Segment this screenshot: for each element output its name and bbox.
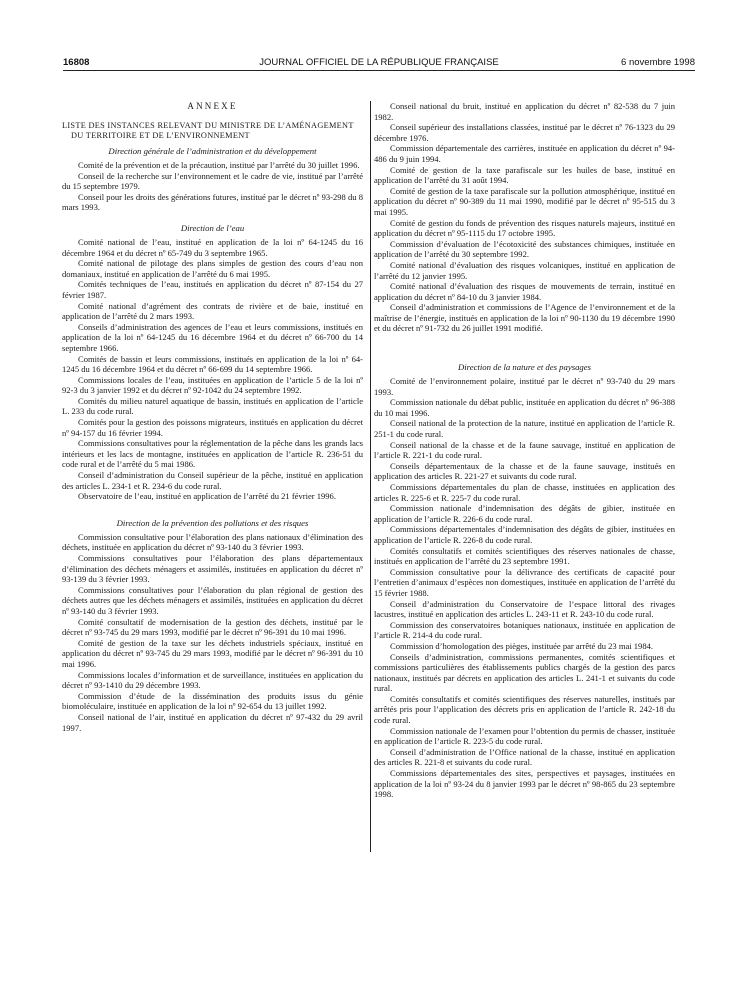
list-item: Observatoire de l’eau, institué en application de l’arrêté du 21 février 1996. (78, 491, 336, 502)
list-item: Conseil pour les droits des générations futures, institué par le décret nº 93-298 du 8 mars 1993. (62, 191, 363, 213)
list-item: Comité national d’agrément des contrats de rivière et de baie, institué en application de l’arrêté du 2 mars 1993. (62, 300, 363, 322)
section-heading: Direction de l’eau (180, 222, 245, 233)
page-number: 16808 (63, 57, 90, 68)
list-item: Commissions locales d’information et de surveillance, instituées en application du décret nº 93-1410 du 29 décembre 1993. (62, 669, 363, 691)
list-title: LISTE DES INSTANCES RELEVANT DU MINISTRE DE L’AMÉNAGEMENT DU TERRITOIRE ET DE L’ENVIRONNEMENT (62, 120, 354, 140)
list-item: Comités du milieu naturel aquatique de bassin, institués en application de l’article L. 233 du code rural. (62, 395, 363, 417)
list-item: Comité de gestion de la taxe parafiscale sur les huiles de base, institué en application de l’arrêté du 31 août 1994. (374, 164, 675, 186)
section-heading: Direction générale de l’administration et du développement (108, 146, 317, 156)
list-item: Commissions départementales du plan de chasse, instituées en application des articles R. 225-6 et R. 225-7 du code rural. (374, 482, 675, 503)
list-item: Commission des conservatoires botaniques nationaux, instituée en application de l’article R. 214-4 du code rural. (374, 619, 675, 641)
list-item: Commission départementale des carrières, instituée en application du décret nº 94-486 du 9 juin 1994. (374, 143, 675, 164)
list-item: Conseil d’administration de l’Office national de la chasse, institué en application des articles R. 221-8 et suivants du code rural. (374, 746, 675, 768)
list-item: Conseil de la recherche sur l’environnement et le cadre de vie, institué par l’arrêté du 15 septembre 1979. (62, 170, 363, 192)
list-item: Commissions consultatives pour l’élaboration des plans départementaux d’élimination des déchets ménagers et assimilés, instituées en application du décret nº 93-139 du 3 février 1993. (62, 553, 363, 585)
list-item: Comité consultatif de modernisation de la gestion des déchets, institué par le décret nº 93-745 du 29 mars 1993, modifié par le décret nº 96-391 du 10 mai 1996. (62, 616, 363, 638)
list-item: Comité de gestion de la taxe sur les déchets industriels spéciaux, institué en application du décret nº 93-745 du 29 mars 1993, modifié par le décret nº 96-391 du 10 mai 1996. (62, 637, 363, 669)
list-item: Commissions départementales des sites, perspectives et paysages, instituées en application de la loi nº 93-24 du 8 janvier 1993 par le décret nº 98-865 du 23 septembre 1998. (374, 768, 675, 800)
list-item: Conseils d’administration, commissions permanentes, comités scientifiques et commissions particulières des établissements publics chargés de la gestion des parcs nationaux, institués par décrets en application des articles L. 241-1 et suivants du code rural. (374, 651, 675, 694)
list-item: Conseil national de la chasse et de la faune sauvage, institué en application de l’article R. 221-1 du code rural. (374, 439, 675, 461)
list-item: Conseils départementaux de la chasse et de la faune sauvage, institués en application des articles R. 221-27 et suivants du code rural. (374, 460, 675, 482)
list-item: Conseil supérieur des installations classées, institué par le décret nº 76-1323 du 29 décembre 1976. (374, 122, 675, 143)
list-item: Commissions locales de l’eau, instituées en application de l’article 5 de la loi nº 92-3 du 3 janvier 1992 et du décret nº 92-1042 du 24 septembre 1992. (62, 374, 363, 396)
list-item: Conseil national du bruit, institué en application du décret nº 82-538 du 7 juin 1982. (374, 101, 675, 122)
list-item: Commission nationale du débat public, instituée en application du décret nº 96-388 du 10 mai 1996. (374, 397, 675, 418)
list-item: Conseil d’administration du Conseil supérieur de la pêche, institué en application des articles L. 234-1 et R. 234-6 du code rural. (62, 470, 363, 491)
list-item: Commissions consultatives pour l’élaboration du plan régional de gestion des déchets autres que les déchets ménagers et assimilés, instituées en application du décret nº 93-140 du 3 février 1993. (62, 584, 363, 616)
list-item: Commission consultative pour l’élaboration des plans nationaux d’élimination des déchets, instituée en application du décret nº 93-140 du 3 février 1993. (62, 531, 363, 553)
list-item: Conseils d’administration des agences de l’eau et leurs commissions, institués en application de la loi nº 64-1245 du 16 décembre 1964 et du décret nº 66-700 du 14 septembre 1966. (62, 321, 363, 353)
list-item: Comité national de l’eau, institué en application de la loi nº 64-1245 du 16 décembre 1964 et du décret nº 65-749 du 3 septembre 1965. (62, 236, 363, 258)
running-header (63, 57, 695, 69)
list-item: Comités de bassin et leurs commissions, institués en application de la loi nº 64-1245 du 16 décembre 1964 et du décret nº 66-699 du 14 septembre 1966. (62, 353, 363, 375)
list-item: Conseil d’administration et commissions de l’Agence de l’environnement et de la maîtrise de l’énergie, institués en application de la loi nº 90-1130 du 19 décembre 1990 et du décret nº 91-732 du 26 juillet 1991 modifié. (374, 302, 675, 334)
list-item: Commissions consultatives pour la réglementation de la pêche dans les grands lacs intérieurs et les lacs de montagne, instituées en application de l’article R. 236-51 du code rural et de l’arrêté du 5 mai 1986. (62, 438, 363, 470)
list-item: Commission d’homologation des pièges, instituée par arrêté du 23 mai 1984. (390, 640, 654, 651)
list-item: Commission consultative pour la délivrance des certificats de capacité pour l’entretien d’animaux d’espèces non domestiques, instituée en application de l’arrêté du 15 février 1988. (374, 566, 675, 598)
list-item: Comité national d’évaluation des risques volcaniques, institué en application de l’arrêté du 12 janvier 1995. (374, 259, 675, 281)
list-item: Comités consultatifs et comités scientifiques des réserves nationales de chasse, institués en application de l’arrêté du 23 septembre 1991. (374, 545, 675, 567)
journal-title: JOURNAL OFFICIEL DE LA RÉPUBLIQUE FRANÇAISE (259, 57, 499, 68)
list-item: Commission d’évaluation de l’écotoxicité des substances chimiques, instituée en application de l’arrêté du 30 septembre 1992. (374, 238, 675, 260)
list-item: Comités techniques de l’eau, institués en application du décret nº 87-154 du 27 février 1987. (62, 279, 363, 300)
column-divider (370, 101, 371, 852)
header-rule (63, 70, 695, 71)
annexe-title: ANNEXE (187, 101, 238, 111)
list-item: Comité de gestion de la taxe parafiscale sur la pollution atmosphérique, institué en application du décret nº 90-389 du 11 mai 1990, modifié par le décret nº 95-515 du 3 mai 1995. (374, 185, 675, 217)
list-item: Comité national de pilotage des plans simples de gestion des cours d’eau non domaniaux, institué en application de l’arrêté du 6 mai 1995. (62, 258, 363, 279)
left-column (62, 101, 363, 733)
section-heading: Direction de la prévention des pollutions et des risques (116, 517, 309, 528)
list-item: Commission d’étude de la dissémination des produits issus du génie biomoléculaire, instituée en application de la loi nº 92-654 du 13 juillet 1992. (62, 690, 363, 712)
list-item: Comité de gestion du fonds de prévention des risques naturels majeurs, institué en application du décret nº 95-1115 du 17 octobre 1995. (374, 217, 675, 239)
list-item: Commissions départementales d’indemnisation des dégâts de gibier, instituées en application de l’article R. 226-8 du code rural. (374, 524, 675, 545)
list-item: Conseil d’administration du Conservatoire de l’espace littoral des rivages lacustres, institué en application des articles L. 243-11 et R. 243-10 du code rural. (374, 598, 675, 620)
list-item: Conseil national de l’air, institué en application du décret nº 97-432 du 29 avril 1997. (62, 711, 363, 733)
list-item: Comité national d’évaluation des risques de mouvements de terrain, institué en application du décret nº 84-10 du 3 janvier 1984. (374, 281, 675, 302)
list-item: Commission nationale d’indemnisation des dégâts de gibier, instituée en application de l’article R. 226-6 du code rural. (374, 503, 675, 524)
right-column (374, 101, 675, 800)
list-item: Commission nationale de l’examen pour l’obtention du permis de chasser, instituée en application de l’article R. 223-5 du code rural. (374, 725, 675, 747)
list-item: Comité de l’environnement polaire, institué par le décret nº 93-740 du 29 mars 1993. (374, 376, 675, 397)
list-item: Comités pour la gestion des poissons migrateurs, institués en application du décret nº 94-157 du 16 février 1994. (62, 417, 363, 438)
section-heading: Direction de la nature et des paysages (457, 362, 592, 373)
list-item: Comité de la prévention et de la précaution, institué par l’arrêté du 30 juillet 1996. (78, 160, 360, 170)
list-item: Comités consultatifs et comités scientifiques des réserves naturelles, institués par arrêtés pris pour l’application des décrets pris en application de l’article R. 242-18 du code rural. (374, 693, 675, 726)
list-item: Conseil national de la protection de la nature, institué en application de l’article R. 251-1 du code rural. (374, 418, 675, 440)
issue-date: 6 novembre 1998 (621, 57, 695, 68)
